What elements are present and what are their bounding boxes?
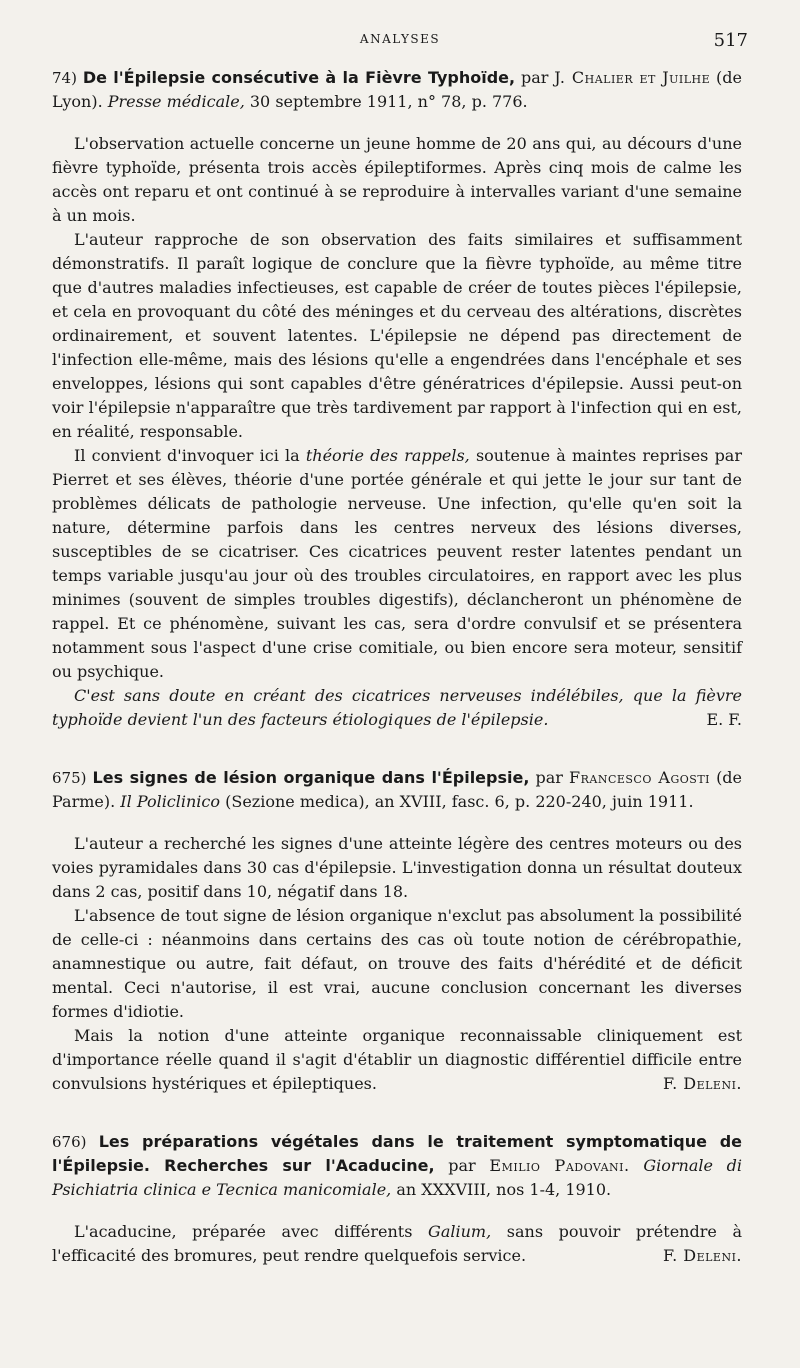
signature: F. Deleni. [662,1074,742,1093]
article-body [52,132,742,732]
paragraph [52,1220,742,1268]
by-word: par [535,768,563,787]
running-title: ANALYSES [359,32,441,46]
article-authors: Emilio Padovani. [489,1156,630,1175]
page-content [52,66,742,1302]
article-676 [52,1130,742,1268]
article-affiliation: (de Lyon). [52,68,742,111]
italic-term: théorie des rappels, [305,446,470,465]
article-citation: 30 septembre 1911, n° 78, p. 776. [249,92,528,111]
closing-paragraph [52,684,742,732]
running-header [52,32,748,54]
paragraph: L'absence de tout signe de lésion organique n'exclut pas absolument la possibilité de celle-ci : néanmoins dans certains des cas où toute notion de cérébropathie, anamnestique ou autre, fait défaut, on trouve des faits d'hérédité et de déficit mental. Ceci n'autorise, il est vrai, aucune conclusion concernant les diverses formes d'idiotie. [52,906,742,1021]
article-title: De l'Épilepsie consécutive à la Fièvre Typhoïde, [82,68,516,87]
article-authors: J. Chalier et Juilhe [554,68,711,87]
journal-name: Giornale di Psichiatria clinica e Tecnica manicomiale, [52,1156,742,1199]
article-number: 675) [52,769,87,787]
journal-name: Presse médicale, [107,92,245,111]
paragraph-text: sans pouvoir prétendre à l'efficacité des bromures, peut rendre quelquefois service. [52,1222,742,1265]
by-word: par [448,1156,476,1175]
article-body [52,1220,742,1268]
article-citation: an XXXVIII, nos 1-4, 1910. [396,1180,612,1199]
article-heading [52,1130,742,1202]
paragraph-text: Il convient d'invoquer ici la [74,446,300,465]
paragraph: L'auteur a recherché les signes d'une atteinte légère des centres moteurs ou des voies pyramidales dans 30 cas d'épilepsie. L'investigation donna un résultat douteux dans 2 cas, positif dans 10, négatif dans 18. [52,834,742,901]
article-74 [52,66,742,732]
article-heading [52,66,742,114]
signature: E. F. [706,710,742,729]
paragraph-text: soutenue à maintes reprises par Pierret et ses élèves, théorie d'une portée générale et qui jette le jour sur tant de problèmes délicats de pathologie nerveuse. Une infection, qu'elle qu'en soit la nature, détermine parfois dans les centres nerveux des lésions diverses, susceptibles de se cicatriser. Ces cicatrices peuvent rester latentes pendant un temps variable jusqu'au jour où des troubles circulatoires, en rapport avec les plus minimes (souvent de simples troubles digestifs), déclancheront un phénomène de rappel. Et ce phénomène, suivant les cas, sera d'ordre convulsif et se présentera notamment sous l'aspect d'une crise comitiale, ou bien encore sera moteur, sensitif ou psychique. [52,446,742,681]
paragraph: L'auteur rapproche de son observation des faits similaires et suffisamment démonstratifs. Il paraît logique de conclure que la fièvre typhoïde, au même titre que d'autres maladies infectieuses, est capable de créer de toutes pièces l'épilepsie, et cela en provoquant du côté des méninges et du cerveau des altérations, discrètes ordinairement, et souvent latentes. L'épilepsie ne dépend pas directement de l'infection elle-même, mais des lésions qu'elle a engendrées dans l'encéphale et ses enveloppes, lésions qui sont capables d'être génératrices d'épilepsie. Aussi peut-on voir l'épilepsie n'apparaître que très tardivement par rapport à l'infection qui en est, en réalité, responsable. [52,230,742,441]
page-number: 517 [713,30,748,51]
article-citation: (Sezione medica), an XVIII, fasc. 6, p. 220-240, juin 1911. [225,792,694,811]
journal-name: Il Policlinico [120,792,221,811]
paragraph: L'observation actuelle concerne un jeune homme de 20 ans qui, au décours d'une fièvre typhoïde, présenta trois accès épileptiformes. Après cinq mois de calme les accès ont reparu et ont continué à se reproduire à intervalles variant d'une semaine à un mois. [52,134,742,225]
paragraph [52,444,742,684]
italic-term: Galium, [428,1222,492,1241]
article-affiliation: (de Parme). [52,768,743,811]
article-number: 74) [52,69,77,87]
paragraph-text: L'acaducine, préparée avec différents [74,1222,413,1241]
closing-text: C'est sans doute en créant des cicatrices nerveuses indélébiles, que la fièvre typhoïde devient l'un des facteurs étiologiques de l'épilepsie. [52,686,742,729]
signature: F. Deleni. [662,1246,742,1265]
by-word: par [520,68,549,87]
article-title: Les signes de lésion organique dans l'Épilepsie, [92,768,530,787]
article-title: Les préparations végétales dans le traitement symptomatique de l'Épilepsie. Recherches sur l'Acaducine, [52,1132,743,1175]
paragraph-text: Mais la notion d'une atteinte organique reconnaissable cliniquement est d'importance réelle quand il s'agit d'établir un diagnostic différentiel difficile entre convulsions hystériques et épileptiques. [52,1026,742,1093]
paragraph [52,1024,742,1096]
article-675 [52,766,742,1096]
article-body [52,832,742,1096]
article-heading [52,766,742,814]
article-number: 676) [52,1133,87,1151]
article-authors: Francesco Agosti [569,768,710,787]
